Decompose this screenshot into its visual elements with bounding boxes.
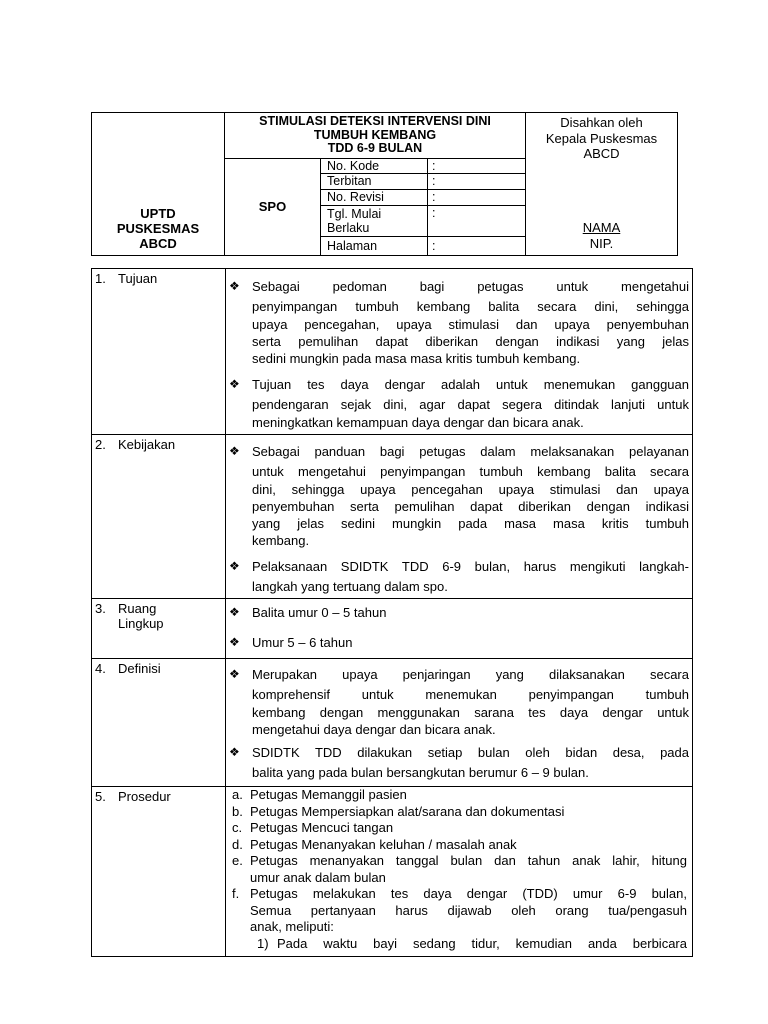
document-header [91, 112, 678, 256]
bullet-item: ❖ Umur 5 – 6 tahun [229, 633, 689, 653]
procedure-table [91, 268, 693, 957]
diamond-bullet-icon: ❖ [229, 667, 240, 681]
diamond-bullet-icon: ❖ [229, 635, 240, 649]
approval-text: Disahkan oleh Kepala Puskesmas ABCD [545, 115, 658, 161]
section-kebijakan: 2. Kebijakan ❖ Sebagai panduan bagi petugas dalam melaksanakan pelayanan untuk mengetahui penyimpangan tumbuh kembang balita secara dini, sehingga upaya pencegahan upaya stimulasi dan upaya penyembuhan serta pemulihan dapat diberikan dengan indikasi yang jelas sedini mungkin pada masa masa kritis tumbuh kembang. ❖ Pelaksanaan SDIDTK TDD 6-9 bulan, harus mengikuti langkah- langkah yang tertuang dalam spo. [92, 435, 692, 599]
step-item: a. Petugas Memanggil pasien [232, 787, 407, 802]
organization-cell [92, 113, 225, 255]
step-item: e. Petugas menanyakan tanggal bulan dan tahun anak lahir, hitung umur anak dalam bulan [232, 853, 687, 885]
bullet-item: ❖ Merupakan upaya penjaringan yang dilaksanakan secara komprehensif untuk menemukan penyimpangan tumbuh kembang dengan menggunakan sarana tes daya dengar untuk mengetahui daya dengar dan bicara anak. [229, 667, 689, 737]
bullet-item: ❖ Sebagai pedoman bagi petugas untuk mengetahui penyimpangan tumbuh kembang balita secara dini, sehingga upaya pencegahan, upaya stimulasi dan upaya penyembuhan serta pemulihan dapat diberikan dengan indikasi yang jelas sedini mungkin pada masa masa kritis tumbuh kembang. [229, 279, 689, 366]
document-title: STIMULASI DETEKSI INTERVENSI DINI TUMBUH KEMBANG TDD 6-9 BULAN [225, 113, 525, 159]
doc-type-label: SPO [258, 199, 287, 214]
diamond-bullet-icon: ❖ [229, 559, 240, 573]
organization-name: UPTD PUSKESMAS ABCD [116, 206, 200, 251]
section-ruang-lingkup: 3. Ruang Lingkup ❖ Balita umur 0 – 5 tahun ❖ Umur 5 – 6 tahun [92, 599, 692, 659]
step-item: b. Petugas Mempersiapkan alat/sarana dan dokumentasi [232, 803, 565, 819]
meta-row-halaman: Halaman : [327, 239, 436, 253]
meta-row-revisi: No. Revisi : [321, 190, 525, 206]
diamond-bullet-icon: ❖ [229, 605, 240, 619]
signer-name: NAMA [582, 220, 621, 235]
section-definisi: 4. Definisi ❖ Merupakan upaya penjaringan yang dilaksanakan secara komprehensif untuk menemukan penyimpangan tumbuh kembang dengan menggunakan sarana tes daya dengar untuk mengetahui daya dengar dan bicara anak. ❖ SDIDTK TDD dilakukan setiap bulan oleh bidan desa, pada balita yang pada bulan bersangkutan berumur 6 – 9 bulan. [92, 659, 692, 787]
meta-row-tgl-berlaku: Tgl. Mulai Berlaku : [321, 206, 525, 237]
diamond-bullet-icon: ❖ [229, 444, 240, 458]
meta-row-kode: No. Kode : [321, 159, 525, 174]
bullet-item: ❖ Sebagai panduan bagi petugas dalam melaksanakan pelayanan untuk mengetahui penyimpangan tumbuh kembang balita secara dini, sehingga upaya pencegahan upaya stimulasi dan upaya penyembuhan serta pemulihan dapat diberikan dengan indikasi yang jelas sedini mungkin pada masa masa kritis tumbuh kembang. [229, 444, 689, 548]
bullet-item: ❖ SDIDTK TDD dilakukan setiap bulan oleh bidan desa, pada balita yang pada bulan bersangkutan berumur 6 – 9 bulan. [229, 745, 689, 780]
meta-row-terbitan: Terbitan : [321, 174, 525, 190]
diamond-bullet-icon: ❖ [229, 377, 240, 391]
bullet-item: ❖ Pelaksanaan SDIDTK TDD 6-9 bulan, harus mengikuti langkah- langkah yang tertuang dalam spo. [229, 559, 689, 594]
sub-step-item: 1) Pada waktu bayi sedang tidur, kemudian anda berbicara [257, 936, 687, 951]
diamond-bullet-icon: ❖ [229, 745, 240, 759]
signer-nip: NIP. [589, 235, 614, 251]
bullet-item: ❖ Tujuan tes daya dengar adalah untuk menemukan gangguan pendengaran sejak dini, agar dapat segera ditindak lanjuti untuk meningkatkan kemampuan daya dengar dan bicara anak. [229, 377, 689, 430]
step-item: f. Petugas melakukan tes daya dengar (TDD) umur 6-9 bulan, Semua pertanyaan harus dijawab oleh orang tua/pengasuh anak, meliputi: [232, 886, 687, 934]
section-prosedur: 5. Prosedur a. Petugas Memanggil pasien b. Petugas Mempersiapkan alat/sarana dan dokumentasi c. Petugas Mencuci tangan d. Petugas Menanyakan keluhan / masalah anak e. Petugas menanyakan tanggal bulan dan tahun anak lahir, hitung umur anak dalam bulan f. Petugas melakukan tes daya dengar (TDD) umur 6-9 bulan, Semua pertanyaan harus dijawab oleh orang tua/pengasuh anak, meliputi: 1) Pada waktu bayi sedang tidur, kemudian anda berbicara [92, 787, 692, 956]
bullet-item: ❖ Balita umur 0 – 5 tahun [229, 603, 689, 623]
doc-type-cell [225, 159, 321, 255]
signer [526, 220, 677, 251]
document-meta [321, 159, 525, 255]
step-item: c. Petugas Mencuci tangan [232, 820, 394, 835]
diamond-bullet-icon: ❖ [229, 279, 240, 293]
step-item: d. Petugas Menanyakan keluhan / masalah anak [232, 836, 517, 852]
approval-cell [525, 113, 677, 255]
section-tujuan: 1. Tujuan ❖ Sebagai pedoman bagi petugas untuk mengetahui penyimpangan tumbuh kembang balita secara dini, sehingga upaya pencegahan, upaya stimulasi dan upaya penyembuhan serta pemulihan dapat diberikan dengan indikasi yang jelas sedini mungkin pada masa masa kritis tumbuh kembang. ❖ Tujuan tes daya dengar adalah untuk menemukan gangguan pendengaran sejak dini, agar dapat segera ditindak lanjuti untuk meningkatkan kemampuan daya dengar dan bicara anak. [92, 269, 692, 435]
